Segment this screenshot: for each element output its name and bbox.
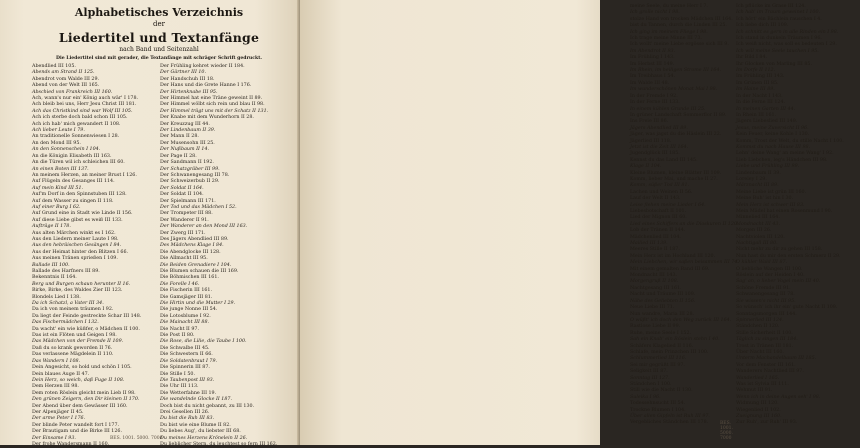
index-entry: In meinen Garten III 44. bbox=[736, 106, 796, 112]
index-entry: Seligkeit III 87. bbox=[630, 369, 668, 375]
index-entry: So wünsch' ich ihr ein' gute Nacht II 109. bbox=[736, 305, 838, 311]
index-entry: Der Soldat II 104. bbox=[160, 192, 204, 198]
index-entry: Dem Herzen III 98. bbox=[32, 384, 79, 390]
index-entry: Die wandelnde Glocke II 187. bbox=[160, 397, 232, 403]
index-entry: Ich pflücke im Grase III 124. bbox=[736, 4, 806, 9]
index-entry: Jägers Abendlied III 89. bbox=[630, 125, 688, 131]
index-entry: In der Fremde I 92. bbox=[630, 93, 678, 99]
index-entry: Lob der Tränen II 144. bbox=[630, 228, 686, 234]
index-entry: Die Allmacht III 95. bbox=[160, 256, 208, 262]
index-entry: Lauf der Welt II 143. bbox=[630, 196, 681, 202]
index-entry: Die Wetterfahne III 19. bbox=[160, 390, 217, 396]
index-entry: Da ich Schatzl, a Vater III 34. bbox=[32, 301, 104, 307]
index-entry: Du liebes Aug', du liebster III 68. bbox=[160, 429, 241, 435]
index-entry: Zueignung III 160. bbox=[736, 414, 782, 419]
index-entry: Des Jägers Abendlied III 89. bbox=[160, 236, 229, 242]
index-entry: Mondnacht III 43. bbox=[736, 221, 780, 227]
index-entry: Ach das Christkind sind war Wolf III 105. bbox=[32, 108, 133, 114]
index-entry: Der arme Peter I 176. bbox=[32, 416, 86, 422]
index-entry: Der Wanderer II 91. bbox=[160, 217, 209, 223]
index-entry: Der Himmel wölbt sich rein und blau II 98. bbox=[160, 102, 265, 108]
index-entry: Der Abend über dem Gewässer III 160. bbox=[32, 403, 128, 409]
index-entry: An den Sonnenschein I 104. bbox=[32, 147, 101, 153]
index-entry: Die Soldatenbraut I 79. bbox=[160, 358, 218, 364]
index-entry: Der Schatzgräber III 99. bbox=[160, 166, 220, 172]
index-entry: Jugendglück III 185. bbox=[630, 151, 680, 157]
index-entry: Aus den Liedern meiner Laute I 98. bbox=[32, 236, 119, 242]
right-page bbox=[300, 0, 844, 445]
index-entry: Die Stille I 50. bbox=[160, 371, 195, 377]
index-entry: An die Türen wil ich schleichen III 60. bbox=[32, 160, 125, 166]
index-entry: Doch bist du nicht gebannt, zu III 130. bbox=[160, 403, 255, 409]
index-entry: Mein Herz ist im Hochland III 120. bbox=[630, 253, 716, 259]
index-entry: In der Nacht I 143. bbox=[736, 93, 783, 99]
index-entry: Die Rose, die Lilie, die Taube I 100. bbox=[160, 339, 247, 345]
index-entry: Der Hans und die Grete Hanne I 176. bbox=[160, 83, 252, 89]
index-entry: Im Dorfe II 112. bbox=[736, 68, 776, 74]
index-entry: In Rhein III 161. bbox=[736, 112, 777, 118]
index-entry: Sei mir gegrüßt III 97. bbox=[630, 362, 685, 368]
index-entry: meine Seele, du meine Herr I 7. bbox=[630, 4, 708, 9]
index-entry: Unterm Machandelbaum III 185. bbox=[736, 356, 817, 362]
index-entry: Dem roten Röslein gleicht mein Lieb II 98. bbox=[32, 390, 136, 396]
index-entry: Nachtgesang III 161. bbox=[630, 285, 682, 291]
index-entry: Der Hirtenknabe III 95. bbox=[160, 89, 218, 95]
index-entry: Dein Herz, so weich, daß Fuge II 108. bbox=[32, 377, 125, 383]
index-entry: Du meines Herzens Krönelein II 26. bbox=[160, 435, 248, 441]
index-entry: Berg und Burgen schaun herunter II 16. bbox=[32, 281, 131, 287]
index-entry: Ach bleib bei uns, Herr Jesu Christ III 181. bbox=[32, 102, 137, 108]
page-footer-left: BES. 1001. 5000. 7000 bbox=[110, 436, 163, 441]
index-entry: Jägerlied III 118. bbox=[630, 138, 672, 144]
index-column-left-2 bbox=[160, 64, 284, 447]
index-entry: Nachtigall III 80. bbox=[736, 241, 778, 247]
index-entry: Vor dem Fenster III 161. bbox=[736, 362, 796, 368]
index-entry: Der Frühling kehret wieder II 184. bbox=[160, 64, 245, 69]
index-entry: Ich wollt' meine Liebe ergösse sich III 9. bbox=[630, 42, 729, 48]
index-entry: Die Taubenpost III 93. bbox=[160, 377, 215, 383]
index-entry: Ballade III 100. bbox=[32, 262, 70, 268]
index-entry: Todessehnsucht III 54. bbox=[630, 401, 686, 407]
index-entry: bist du Tannen, durch die Linden III 25. bbox=[630, 23, 727, 29]
index-entry: Auf dem Wasser zu singen II 118. bbox=[32, 198, 114, 204]
index-entry: Jäger, was jagst du die Häslein III 22. bbox=[630, 132, 722, 138]
index-entry: Die Hirtin und die Mutter I 29. bbox=[160, 301, 236, 307]
index-entry: Der Schweizerbub II 29. bbox=[160, 179, 220, 185]
index-entry: Der Musensohn III 25. bbox=[160, 140, 215, 146]
index-entry: Mondnacht III 143. bbox=[630, 273, 678, 279]
index-entry: In einem kühlen Grunde III 25. bbox=[630, 106, 706, 112]
index-entry: Auf Grund eine in Stadt wie Linde II 156. bbox=[32, 211, 133, 217]
index-entry: Nicht mehr zu dir zu gehen III 158. bbox=[736, 247, 823, 253]
index-entry: Ich grolle nicht I 98. bbox=[630, 10, 680, 16]
index-entry: Komm, Trost der Welt, du stille Nacht I 100. bbox=[736, 138, 844, 144]
index-entry: Der Alpenjäger II 45. bbox=[32, 409, 84, 415]
index-entry: Der Lindenbaum II 39. bbox=[160, 128, 216, 134]
index-entry: Die Post II 80. bbox=[160, 333, 195, 339]
index-entry: Dein blaues Auge II 47. bbox=[32, 371, 90, 377]
index-entry: Der Knabe mit dem Wunderhorn II 28. bbox=[160, 115, 254, 121]
index-entry: Die Blumen schauen die III 169. bbox=[160, 269, 239, 274]
index-entry: Der frohe Wandersmann II 160. bbox=[32, 441, 110, 447]
index-entry: Abend von der Welt III 165. bbox=[32, 83, 100, 89]
index-entry: Abendrot vom Walde III 29. bbox=[32, 76, 100, 82]
index-entry: Du lieblicher Stern, du leuchtest so fern III 162. bbox=[160, 441, 278, 447]
index-entry: Ich trage meine Minne III 73. bbox=[630, 36, 702, 42]
index-entry: Daß du so krank geworden II 76. bbox=[32, 345, 113, 351]
index-entry: Im Grünen III 85. bbox=[736, 80, 779, 86]
index-entry: Im Treibhaus I 54. bbox=[630, 74, 675, 80]
index-entry: Ach ich hab' mich gewandert II 108. bbox=[32, 121, 121, 127]
index-entry: Die Abendglocke III 128. bbox=[160, 249, 221, 255]
index-entry: Der Einsame I 93. bbox=[32, 435, 76, 441]
index-entry: Liebesbotschaft II 101. bbox=[630, 209, 687, 214]
index-entry: Auf einer Burg I 62. bbox=[32, 204, 81, 210]
index-entry: Mein Mädel hat einen Rosenmund I 90. bbox=[736, 209, 833, 214]
index-entry: Morgengruß II 108. bbox=[630, 279, 679, 285]
index-entry: Die Fischerin III 161. bbox=[160, 288, 213, 294]
index-entry: Ihr Bild I 84. bbox=[736, 55, 768, 61]
index-entry: Auf Flügeln des Gesanges III 114. bbox=[32, 179, 115, 185]
index-entry: In grüner Landschaft Sommerflor II 89. bbox=[630, 112, 727, 118]
index-entry: Liebe und Frühling III 99. bbox=[736, 164, 800, 170]
index-note: Die Liedertitel sind mit gerader, die Textanfänge mit schräger Schrift gedruckt. bbox=[56, 56, 262, 61]
index-entry: Vergebliches Ständchen III 178. bbox=[630, 420, 709, 426]
index-entry: Ich will meine Seele tauchen I 95. bbox=[736, 48, 819, 54]
index-entry: Wehmut III 91. bbox=[736, 388, 773, 394]
index-entry: Über allen Gipfeln ist Ruh III 97. bbox=[630, 414, 710, 419]
index-entry: Ins Freie III 86. bbox=[630, 119, 669, 125]
index-entry: Auf mein Kind III 51. bbox=[32, 185, 84, 191]
index-entry: Die Böhmischen III 161. bbox=[160, 275, 219, 281]
index-entry: Jesus, meine Zuversicht II 96. bbox=[736, 125, 809, 131]
index-entry: Nähe des Geliebten II 156. bbox=[630, 298, 696, 304]
index-entry: Kleine Blumen, kleine Blätter III 109. bbox=[630, 170, 722, 176]
index-entry: Neue Liebe III 71. bbox=[630, 305, 675, 311]
index-entry: An den Mond III 95. bbox=[32, 140, 81, 146]
index-entry: Ständchen II 120. bbox=[736, 324, 780, 330]
index-entry: Die Mainacht III 88. bbox=[160, 320, 210, 326]
index-entry: Der Trompeter III 88. bbox=[160, 211, 213, 217]
index-entry: Die Beiden Grenadiere I 104. bbox=[160, 262, 232, 268]
index-entry: Birke, Birke, des Waldes Zier III 123. bbox=[32, 288, 123, 294]
index-entry: Du bist wie eine Blume II 82. bbox=[160, 422, 231, 428]
index-entry: Ballade des Harfners III 89. bbox=[32, 269, 100, 274]
index-entry: Der Gärtner III 10. bbox=[160, 70, 206, 76]
index-entry: Ruhe, meine Seele I 152. bbox=[630, 330, 692, 336]
index-entry: Abendlied III 105. bbox=[32, 64, 76, 69]
index-entry: Mein Liebchen, wir saßen beisammen III 74. bbox=[630, 260, 739, 266]
index-entry: Über Nacht III 160. bbox=[736, 349, 784, 355]
index-entry: Das verlassene Mägdelein II 110. bbox=[32, 352, 114, 358]
index-entry: Sag' an, o lieber Vogel mein III 40. bbox=[736, 279, 821, 285]
index-entry: Der Mann II 28. bbox=[160, 134, 199, 140]
index-entry: Blondels Lied I 138. bbox=[32, 294, 81, 300]
index-entry: Täglich zu singen III 184. bbox=[736, 337, 798, 343]
index-entry: Nun hast du mir den ersten Schmerz II 29. bbox=[736, 253, 841, 259]
index-entry: Ich weiß nicht, was soll es bedeuten I 29. bbox=[736, 42, 837, 48]
index-entry: Den grünen Zeigern, den Dir kleinen II 170. bbox=[32, 397, 140, 403]
index-entry: Abends am Strand II 125. bbox=[32, 70, 95, 76]
index-entry: Im Frühling III 143. bbox=[736, 74, 785, 80]
index-entry: Minnelied III 164. bbox=[736, 215, 780, 221]
index-entry: In der Ferne III 133. bbox=[630, 100, 680, 106]
index-entry: Das Wandern I 108. bbox=[32, 358, 81, 364]
index-entry: Der Himmel trägt uns mit der Schatz II 131. bbox=[160, 108, 269, 114]
index-entry: Komm, süßer Tod III 81. bbox=[630, 183, 690, 189]
index-entry: Was ist Sylvia III 111. bbox=[736, 381, 789, 387]
index-entry: Aus meinen Tränen sprießen I 109. bbox=[32, 256, 118, 262]
index-entry: Auf diese Liebe gibst es weiß III 133. bbox=[32, 217, 123, 223]
index-entry: Schlummerlied III 116. bbox=[630, 356, 687, 362]
index-entry: Wenn ich in deine Augen seh' I 98. bbox=[736, 394, 821, 400]
index-entry: O liebliche Wangen III 100. bbox=[736, 266, 803, 272]
index-entry: Loreley I 29. bbox=[736, 176, 767, 182]
index-entry: Suleika I 96. bbox=[630, 394, 661, 400]
index-title-der: der bbox=[153, 20, 165, 28]
index-entry: Im Rhein, im heiligen Strome III 164. bbox=[630, 68, 722, 74]
index-entry: An einen Boten III 137. bbox=[32, 166, 89, 172]
index-entry: Auf'm Dorf in den Spinnstuben III 128. bbox=[32, 192, 127, 198]
index-entry: Da ich von meinem träumen I 92. bbox=[32, 307, 114, 313]
index-entry: Lied der Mignon III 60. bbox=[630, 215, 687, 221]
index-entry: Kennst du das Land III 145. bbox=[630, 157, 698, 163]
index-entry: Aufträge II 178. bbox=[32, 224, 71, 230]
index-entry: In die Ferne III 124. bbox=[736, 100, 786, 106]
index-entry: An die Königin Elisabeth III 163. bbox=[32, 153, 112, 159]
index-entry: Der Spielmann III 171. bbox=[160, 198, 216, 204]
index-entry: Nachtviolen III 120. bbox=[736, 234, 785, 240]
index-entry: Kein Feuer, keine Kohle I 130. bbox=[736, 132, 810, 138]
index-entry: Nacht und Träume III 109. bbox=[630, 292, 696, 298]
index-entry: Im Frühling I 143. bbox=[630, 55, 675, 61]
index-entry: Im Abendrot II 93. bbox=[630, 48, 676, 54]
index-entry: Jetzt ist die Zeit III 164. bbox=[630, 144, 689, 150]
index-entry: Lieb Liebchen, leg's Händchen III 98. bbox=[736, 157, 828, 163]
index-entry: Der Soldat II 164. bbox=[160, 185, 204, 191]
index-main-title: Liedertitel und Textanfänge bbox=[58, 30, 260, 45]
index-entry: Wanderlied I 165. bbox=[736, 375, 780, 381]
index-entry: Lachen und Weinen II 56. bbox=[630, 189, 693, 195]
index-entry: Ich schnitt es gern in alle Rinden ein I 98. bbox=[736, 29, 839, 35]
index-entry: Aus den hebräischen Gesängen I 84. bbox=[32, 243, 122, 249]
index-entry: Der Himmel hat eine Träne geweint II 89. bbox=[160, 96, 263, 102]
index-entry: Widmung III 120. bbox=[736, 401, 779, 407]
index-entry: Das ist ein Flöten und Geigen I 98. bbox=[32, 333, 117, 339]
index-entry: Sonntag III 127. bbox=[630, 375, 670, 381]
left-page bbox=[0, 0, 300, 445]
index-entry: Komm, lieber Mai, und mache II 27. bbox=[630, 176, 718, 182]
index-entry: Dein Angesicht, so hold und schön I 105. bbox=[32, 365, 132, 371]
index-entry: O wüßt' ich doch den Weg zurück III 164. bbox=[630, 317, 732, 323]
index-entry: Aus der Heimat hinter den Blitzen I 66. bbox=[32, 249, 129, 255]
index-entry: Der Kreuzzug III 44. bbox=[160, 121, 210, 127]
index-entry: Meine Liebe ist grün III 160. bbox=[736, 189, 807, 195]
index-entry: Das Fischermädchen I 132. bbox=[32, 320, 99, 326]
index-entry: Der Wanderer an den Mond III 163. bbox=[160, 224, 248, 230]
index-entry: Die Lotosblume I 92. bbox=[160, 313, 211, 319]
index-entry: O kühler Wald III 87. bbox=[736, 260, 788, 266]
index-entry: Die Spinnerin III 87. bbox=[160, 365, 210, 371]
index-entry: stolze Hand von trocken Mädchen III 164. bbox=[630, 16, 733, 22]
index-entry: Lied eines Schiffers an die Dioskuren II 120. bbox=[630, 221, 739, 227]
index-entry: Ich hört' ein Bächlein rauschen I 4. bbox=[736, 16, 822, 22]
index-entry: Morgen III 26. bbox=[736, 228, 772, 234]
index-entry: Abschied von Frankreich III 160. bbox=[32, 89, 113, 95]
index-entry: An meinem Herzen, an meiner Brust I 126. bbox=[32, 172, 137, 178]
index-entry: Nun wandre, Maria III 28. bbox=[630, 311, 695, 317]
index-entry: Mädchenlied III 104. bbox=[630, 234, 681, 240]
index-entry: Der Sandmann II 192. bbox=[160, 160, 214, 166]
index-subtitle: nach Band und Seitenzahl bbox=[119, 46, 199, 53]
index-entry: Ich hab' im Traum geweinet I 100. bbox=[736, 10, 821, 16]
index-entry: Ständchen I 100. bbox=[630, 381, 672, 387]
index-entry: Die Nacht II 97. bbox=[160, 326, 199, 332]
index-entry: Märznacht III 89. bbox=[736, 183, 779, 189]
index-entry: Schwanengesang III 78. bbox=[736, 292, 795, 298]
index-entry: Mailied III 139. bbox=[630, 241, 668, 247]
index-entry: Ach, wann's nur ein' König auch wär' I 178. bbox=[32, 96, 139, 102]
index-entry: Da wacht' ein wie küßfer, o Mädchen II 100. bbox=[32, 326, 140, 332]
index-entry: Trost in Tränen III 181. bbox=[736, 343, 794, 349]
index-entry: Das Mädchen von der Fremde II 109. bbox=[32, 339, 124, 345]
index-entry: Röslein auf der Heiden I 40. bbox=[736, 273, 805, 279]
index-entry: Klage II 104. bbox=[630, 164, 662, 170]
index-entry: Sonntagsmorgen III 144. bbox=[736, 311, 797, 317]
index-entry: Die Uhr III 113. bbox=[160, 384, 199, 390]
index-column-right-2 bbox=[736, 4, 860, 430]
index-entry: Leise flehen meine Lieder I 64. bbox=[630, 202, 706, 208]
index-entry: Die Forelle I 46. bbox=[160, 281, 200, 287]
index-entry: Schlafe, mein Prinzchen III 100. bbox=[630, 349, 709, 355]
index-entry: Im wunderschönen Monat Mai I 98. bbox=[630, 87, 718, 93]
index-entry: Sah ein Knab' ein Röslein stehn I 40. bbox=[630, 337, 720, 343]
index-entry: Der Zwerg III 171. bbox=[160, 230, 206, 236]
index-entry: Bekenntnis II 164. bbox=[32, 275, 77, 281]
index-entry: Die Schwestern II 66. bbox=[160, 352, 213, 358]
index-entry: Schöne Fremde III 91. bbox=[736, 285, 791, 291]
index-entry: Der blinde Peter wandelt fort I 177. bbox=[32, 422, 120, 428]
index-entry: Ihr Glocken von Marling III 85. bbox=[736, 61, 812, 67]
index-entry: Die junge Nonne III 54. bbox=[160, 307, 218, 313]
index-entry: Der Nußbaum II 14. bbox=[160, 147, 210, 153]
index-entry: Spinnerlied III 124. bbox=[736, 317, 784, 323]
index-entry: Zur Ruh', zur Ruh' III 93. bbox=[736, 420, 798, 426]
index-entry: Lehn' deine Wang' an meine Wang' I 92. bbox=[736, 151, 834, 157]
index-entry: Da liegt der Feinde gestreckte Schar III 148. bbox=[32, 313, 142, 319]
index-title: Alphabetisches Verzeichnis bbox=[74, 6, 244, 19]
index-entry: Ich liebe dich III 109. bbox=[736, 23, 789, 29]
index-entry: Ich ging im meinem Fliege I 98. bbox=[630, 29, 708, 35]
index-entry: Der Tod und das Mädchen I 52. bbox=[160, 204, 237, 210]
index-entry: Stille Sicherheit II 100. bbox=[736, 330, 793, 336]
index-entry: Ach ich sterbe doch bald schon III 105. bbox=[32, 115, 128, 121]
index-entry: Der Schwanengesang III 78. bbox=[160, 172, 230, 178]
index-entry: Ich stand in dunkeln Träumen I 96. bbox=[736, 36, 822, 42]
index-entry: Wiegenlied II 102. bbox=[736, 407, 781, 413]
index-entry: An traditionelle Sonnenwiesen I 28. bbox=[32, 134, 120, 140]
index-entry: Trockne Blumen I 104. bbox=[630, 407, 686, 413]
index-entry: Mein Herz ist schwer III 83. bbox=[736, 202, 805, 208]
index-entry: Jägers Liebeslied III 149. bbox=[736, 119, 798, 125]
index-entry: Im Walde III 48. bbox=[630, 80, 670, 86]
index-entry: Der Handschuh III 18. bbox=[160, 76, 215, 82]
index-entry: Lindenbaum II 39. bbox=[736, 170, 781, 176]
index-entry: Die Gamsjäger III 81. bbox=[160, 294, 213, 300]
index-entry: Meeres Stille II 187. bbox=[630, 247, 680, 253]
index-entry: Der Brautigam und die Birke III 126. bbox=[32, 429, 122, 435]
index-entry: Drei Gesellen III 26. bbox=[160, 409, 210, 415]
index-entry: Still wie die Nacht II 130. bbox=[630, 388, 693, 394]
index-entry: Du bist die Ruh III 83. bbox=[160, 416, 215, 422]
index-entry: Im Haine III 89. bbox=[736, 87, 775, 93]
index-entry: Im Herbst III 149. bbox=[630, 61, 675, 67]
page-footer-right: BES. 1001. 5000. 7000 bbox=[720, 421, 733, 441]
index-entry: Schäfers Klagelied II 116. bbox=[630, 343, 694, 349]
index-entry: Aus alten Märchen winkt es I 162. bbox=[32, 230, 116, 236]
index-entry: Die Schwalbe III 45. bbox=[160, 345, 210, 351]
index-entry: Der Page II 28. bbox=[160, 153, 197, 159]
index-entry: Meine Ruh' ist hin I 30. bbox=[736, 196, 794, 202]
index-entry: Mit einem gemalten Band III 69. bbox=[630, 266, 710, 272]
index-entry: Kommst du nach Hause III 98. bbox=[736, 144, 811, 150]
index-entry: Ach lieber Leute I 79. bbox=[32, 128, 85, 134]
index-entry: Rastlose Liebe II 99. bbox=[630, 324, 681, 330]
index-entry: Wanderers Nachtlied III 97. bbox=[736, 369, 804, 375]
index-entry: Des Mädchens Klage I 84. bbox=[160, 243, 224, 249]
index-entry: Sie wissen's nicht III 95. bbox=[736, 298, 796, 304]
